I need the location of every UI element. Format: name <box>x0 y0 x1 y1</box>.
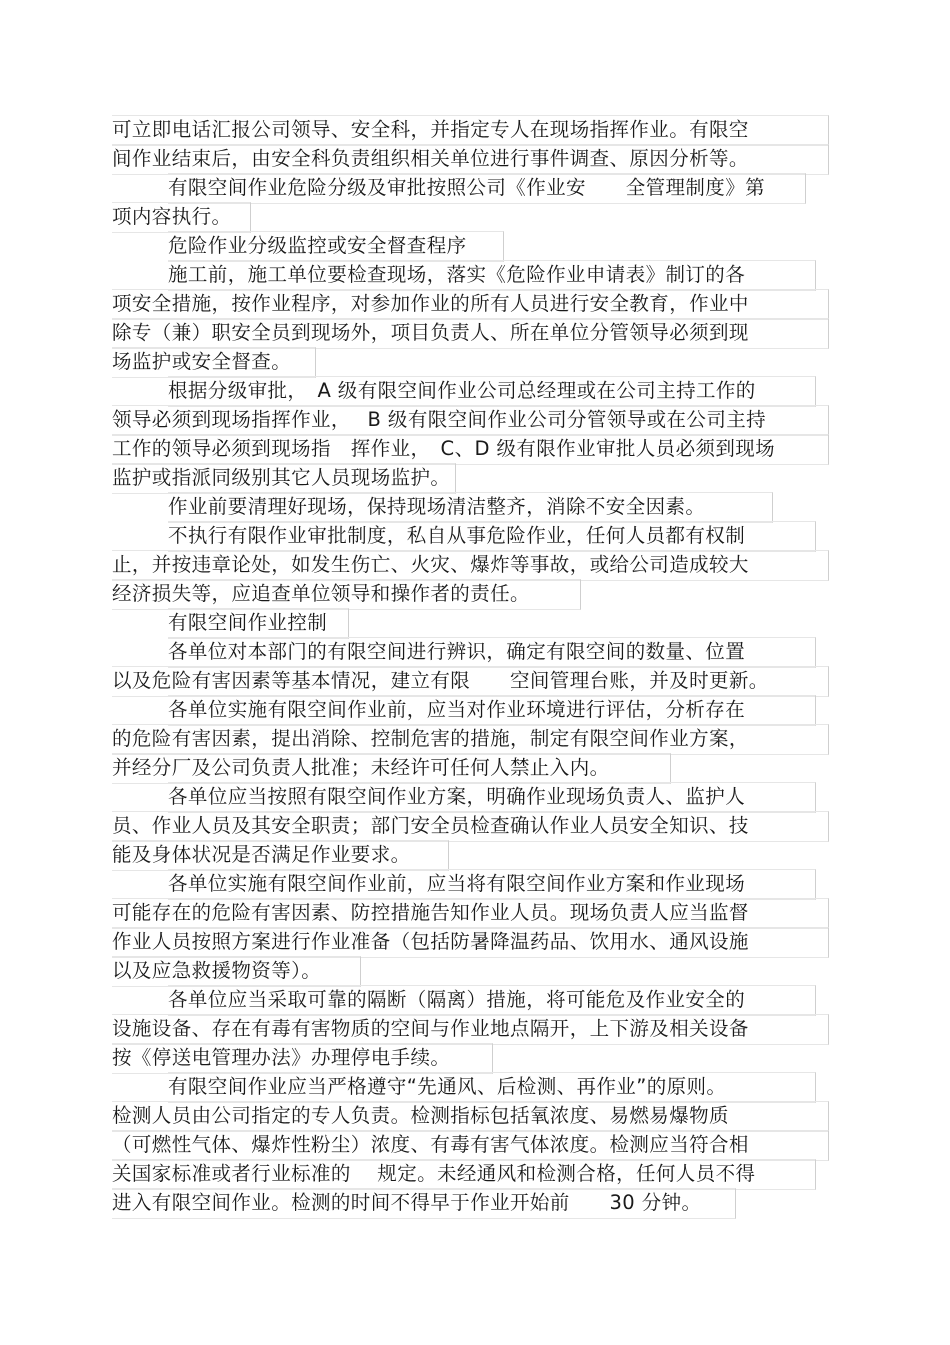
text-line-content: 危险作业分级监控或安全督查程序 <box>168 234 467 257</box>
text-line-content: 有限空间作业应当严格遵守“先通风、后检测、再作业”的原则。 <box>168 1075 727 1098</box>
text-line <box>112 144 749 173</box>
text-line-content: 各单位实施有限空间作业前，应当将有限空间作业方案和作业现场 <box>168 872 746 895</box>
text-line <box>112 1188 701 1217</box>
text-line <box>112 347 291 376</box>
text-line <box>168 695 745 724</box>
text-line <box>112 434 775 463</box>
text-line <box>112 1043 450 1072</box>
text-line <box>168 231 467 260</box>
text-line <box>112 579 530 608</box>
text-line <box>168 985 745 1014</box>
text-line-content: 以及危险有害因素等基本情况，建立有限 空间管理台账，并及时更新。 <box>112 669 769 692</box>
text-line <box>112 753 610 782</box>
text-line-content: 经济损失等，应追查单位领导和操作者的责任。 <box>112 582 530 605</box>
text-line <box>112 1014 749 1043</box>
text-line-content: 有限空间作业危险分级及审批按照公司《作业安 全管理制度》第 <box>168 176 766 199</box>
text-line <box>112 666 769 695</box>
text-line <box>112 840 411 869</box>
text-line-content: 各单位实施有限空间作业前，应当对作业环境进行评估，分析存在 <box>168 698 746 721</box>
text-line <box>168 869 745 898</box>
text-line <box>112 318 749 347</box>
text-line <box>168 521 745 550</box>
text-line-content: 项内容执行。 <box>112 205 232 228</box>
text-line-content: 按《停送电管理办法》办理停电手续。 <box>112 1046 451 1069</box>
text-line <box>168 376 756 405</box>
text-line-content: 可能存在的危险有害因素、防控措施告知作业人员。现场负责人应当监督 <box>112 901 749 924</box>
text-line-content: 能及身体状况是否满足作业要求。 <box>112 843 411 866</box>
text-line <box>168 782 745 811</box>
text-line <box>112 115 749 144</box>
text-line-content: 设施设备、存在有毒有害物质的空间与作业地点隔开，上下游及相关设备 <box>112 1017 749 1040</box>
text-line <box>168 637 745 666</box>
text-line-content: 除专（兼）职安全员到现场外，项目负责人、所在单位分管领导必须到现 <box>112 321 749 344</box>
text-line-content: 作业前要清理好现场，保持现场清洁整齐，消除不安全因素。 <box>168 495 706 518</box>
text-line <box>112 1130 749 1159</box>
text-line <box>112 1159 755 1188</box>
text-line-content: 监护或指派同级别其它人员现场监护。 <box>112 466 451 489</box>
text-line-content: 以及应急救援物资等）。 <box>112 959 322 982</box>
text-line <box>112 550 749 579</box>
text-line-content: 止，并按违章论处，如发生伤亡、火灾、爆炸等事故，或给公司造成较大 <box>112 553 749 576</box>
text-line-content: 领导必须到现场指挥作业， B 级有限空间作业公司分管领导或在公司主持 <box>112 408 767 431</box>
text-line <box>168 1072 726 1101</box>
text-line-content: 项安全措施，按作业程序，对参加作业的所有人员进行安全教育，作业中 <box>112 292 749 315</box>
text-line-content: 施工前，施工单位要检查现场，落实《危险作业申请表》制订的各 <box>168 263 746 286</box>
text-line-content: 场监护或安全督查。 <box>112 350 292 373</box>
text-line <box>112 289 749 318</box>
text-line-content: 员、作业人员及其安全职责；部门安全员检查确认作业人员安全知识、技 <box>112 814 749 837</box>
text-line-content: 各单位对本部门的有限空间进行辨识，确定有限空间的数量、位置 <box>168 640 746 663</box>
text-line <box>112 898 749 927</box>
text-line-content: 检测人员由公司指定的专人负责。检测指标包括氧浓度、易燃易爆物质 <box>112 1104 729 1127</box>
text-line <box>168 492 705 521</box>
text-line-content: （可燃性气体、爆炸性粉尘）浓度、有毒有害气体浓度。检测应当符合相 <box>112 1133 749 1156</box>
text-line-content: 并经分厂及公司负责人批准；未经许可任何人禁止入内。 <box>112 756 610 779</box>
text-line-content: 各单位应当采取可靠的隔断（隔离）措施，将可能危及作业安全的 <box>168 988 746 1011</box>
text-line <box>168 260 745 289</box>
text-line-content: 不执行有限作业审批制度，私自从事危险作业，任何人员都有权制 <box>168 524 746 547</box>
text-line-content: 工作的领导必须到现场指 挥作业， C、D 级有限作业审批人员必须到现场 <box>112 437 776 460</box>
text-line <box>112 202 231 231</box>
text-line-content: 关国家标准或者行业标准的 规定。未经通风和检测合格，任何人员不得 <box>112 1162 756 1185</box>
text-line <box>112 811 749 840</box>
text-line <box>112 956 321 985</box>
text-line-content: 作业人员按照方案进行作业准备（包括防暑降温药品、饮用水、通风设施 <box>112 930 749 953</box>
text-line <box>112 724 749 753</box>
text-line-content: 有限空间作业控制 <box>168 611 328 634</box>
text-line <box>112 405 766 434</box>
text-line-content: 的危险有害因素，提出消除、控制危害的措施，制定有限空间作业方案， <box>112 727 749 750</box>
text-line-content: 间作业结束后，由安全科负责组织相关单位进行事件调查、原因分析等。 <box>112 147 749 170</box>
text-line-content: 各单位应当按照有限空间作业方案，明确作业现场负责人、监护人 <box>168 785 746 808</box>
text-line <box>168 608 327 637</box>
text-line <box>112 1101 729 1130</box>
text-line <box>168 173 765 202</box>
text-line <box>112 927 749 956</box>
text-line-content: 可立即电话汇报公司领导、安全科，并指定专人在现场指挥作业。有限空 <box>112 118 749 141</box>
text-line <box>112 463 450 492</box>
text-line-content: 根据分级审批， A 级有限空间作业公司总经理或在公司主持工作的 <box>168 379 756 402</box>
text-line-content: 进入有限空间作业。检测的时间不得早于作业开始前 30 分钟。 <box>112 1191 702 1214</box>
